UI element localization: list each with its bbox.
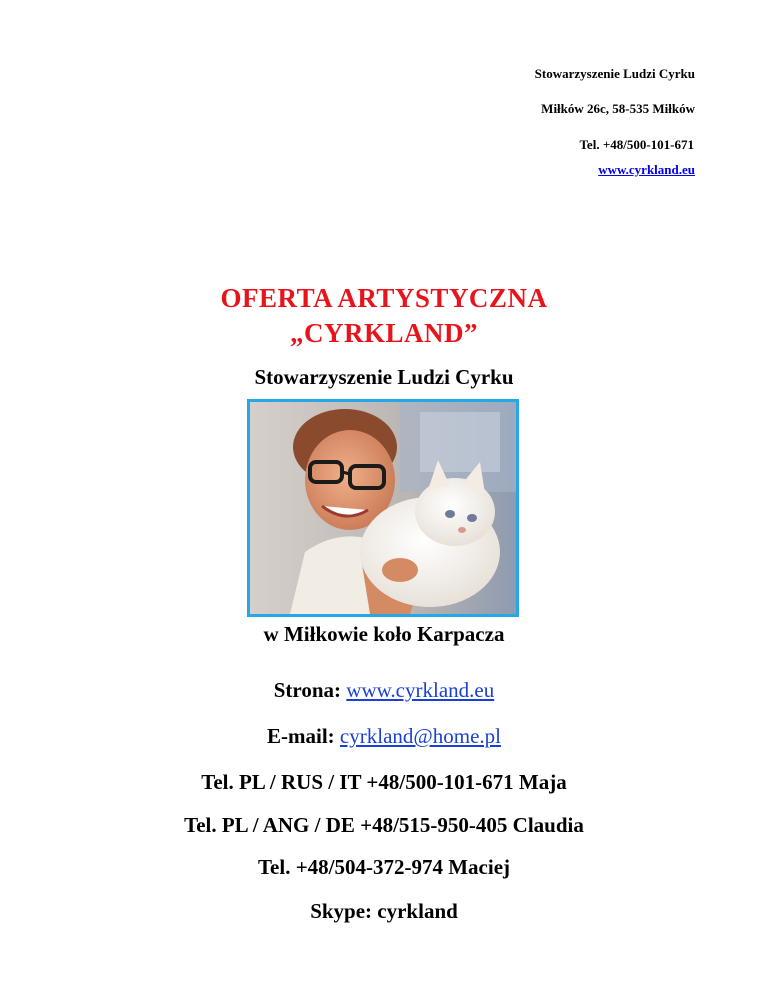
website-link[interactable]: www.cyrkland.eu	[346, 678, 495, 702]
website-label: Strona:	[273, 678, 342, 702]
phone-maja: Tel. PL / RUS / IT +48/500-101-671 Maja	[201, 770, 567, 794]
email-row	[0, 724, 768, 749]
header-website-link[interactable]: www.cyrkland.eu	[598, 162, 695, 177]
header-phone: Tel. +48/500-101-671	[579, 137, 694, 152]
phone-claudia: Tel. PL / ANG / DE +48/515-950-405 Claudia	[184, 813, 584, 837]
association-subtitle: Stowarzyszenie Ludzi Cyrku	[254, 365, 514, 389]
email-link[interactable]: cyrkland@home.pl	[339, 724, 501, 748]
location-caption: w Miłkowie koło Karpacza	[263, 622, 505, 646]
website-row	[0, 678, 768, 703]
skype-contact: Skype: cyrkland	[310, 899, 458, 923]
phone-maciej: Tel. +48/504-372-974 Maciej	[257, 855, 511, 879]
address-line: Miłków 26c, 58-535 Miłków	[541, 101, 695, 116]
photo-woman-with-cat-image	[250, 402, 516, 614]
organization-name: Stowarzyszenie Ludzi Cyrku	[534, 66, 695, 81]
profile-photo	[247, 399, 519, 617]
offer-title-line2: „CYRKLAND”	[289, 318, 478, 348]
email-label: E-mail:	[267, 724, 335, 748]
offer-title-line1: OFERTA ARTYSTYCZNA	[220, 283, 548, 313]
